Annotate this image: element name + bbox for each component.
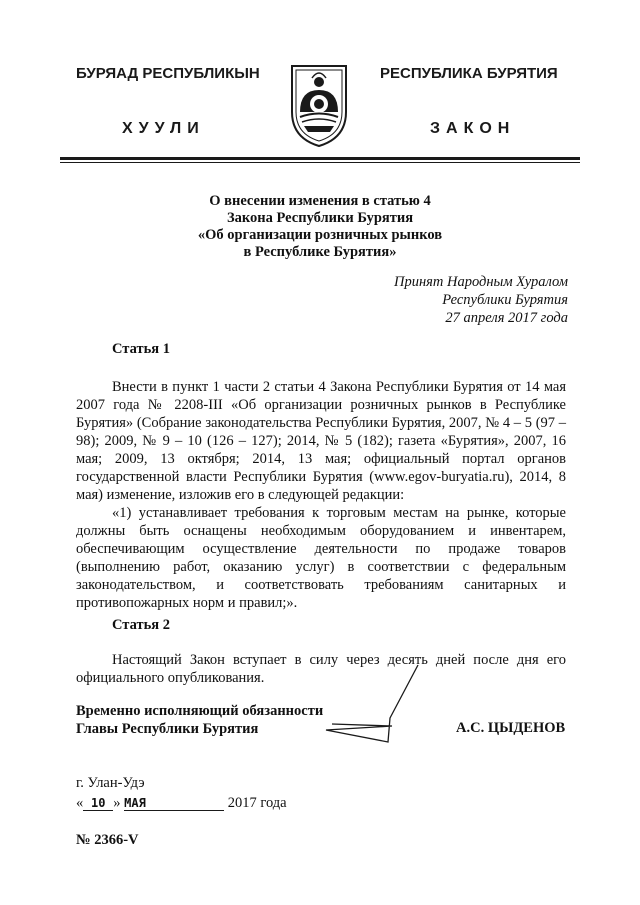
signatory-name: А.С. ЦЫДЕНОВ xyxy=(456,720,566,736)
adoption-line: 27 апреля 2017 года xyxy=(445,310,568,326)
article-1-heading: Статья 1 xyxy=(112,341,170,357)
law-title-line: в Республике Бурятия» xyxy=(243,244,397,260)
signatory-position-line: Временно исполняющий обязанности xyxy=(76,703,324,719)
article-1-paragraph: «1) устанавливает требования к торговым местам на рынке, которые должны быть оснащены необходимым оборудованием и инвентарем, обеспечивающим осуществление деятельности по продаже товаров (выполнению работ, оказанию услуг) в соответствии с федеральным законодательством, и соответствовать требованиям санитарных и противопожарных норм и правил;». xyxy=(76,505,566,611)
article-2-heading: Статья 2 xyxy=(112,617,170,633)
article-1-paragraph: Внести в пункт 1 части 2 статьи 4 Закона Республики Бурятия от 14 мая 2007 года № 2208-III «Об организации розничных рынков в Республике Бурятия» (Собрание законодательства Республики Бурятия, 2007, № 4 – 5 (97 – 98); 2009, № 9 – 10 (126 – 127); 2014, № 5 (182); газета «Бурятия», 2007, 16 мая; 2009, 13 октября; 2014, 13 мая; официальный портал органов государственной власти Республики Бурятия (www.egov-buryatia.ru), 2014, 8 мая) изменение, изложив его в следующей редакции: xyxy=(76,379,566,503)
date-month: МАЯ xyxy=(124,796,224,811)
header-left-doc-type: ХУУЛИ xyxy=(122,120,205,137)
date-day: 10 xyxy=(83,796,113,811)
handwritten-signature xyxy=(318,660,438,750)
header-rule-thick xyxy=(60,157,580,160)
law-title-line: «Об организации розничных рынков xyxy=(197,227,443,243)
date-open-quote: « xyxy=(76,795,84,811)
date-close-quote: » xyxy=(113,795,121,811)
law-title-line: О внесении изменения в статью 4 xyxy=(209,193,431,209)
article-1-body xyxy=(76,378,566,612)
header-right-doc-type: ЗАКОН xyxy=(430,120,516,137)
city: г. Улан-Удэ xyxy=(76,775,145,791)
article-2-paragraph: Настоящий Закон вступает в силу через десять дней после дня его официального опубликования. xyxy=(76,652,566,686)
law-title xyxy=(120,193,520,261)
coat-of-arms-emblem-icon xyxy=(286,62,352,150)
law-number: № 2366-V xyxy=(76,832,139,848)
signatory-position-line: Главы Республики Бурятия xyxy=(76,721,259,737)
header-right-title: РЕСПУБЛИКА БУРЯТИЯ xyxy=(380,65,558,82)
signatory-position xyxy=(76,702,323,738)
law-title-line: Закона Республики Бурятия xyxy=(226,210,414,226)
adoption-line: Республики Бурятия xyxy=(442,292,568,308)
date-year: 2017 года xyxy=(227,795,287,811)
adoption-note xyxy=(394,273,568,327)
header-left-title: БУРЯАД РЕСПУБЛИКЫН xyxy=(76,65,260,82)
adoption-line: Принят Народным Хуралом xyxy=(393,274,568,290)
header-rule-thin xyxy=(60,162,580,163)
signing-date xyxy=(76,795,287,812)
